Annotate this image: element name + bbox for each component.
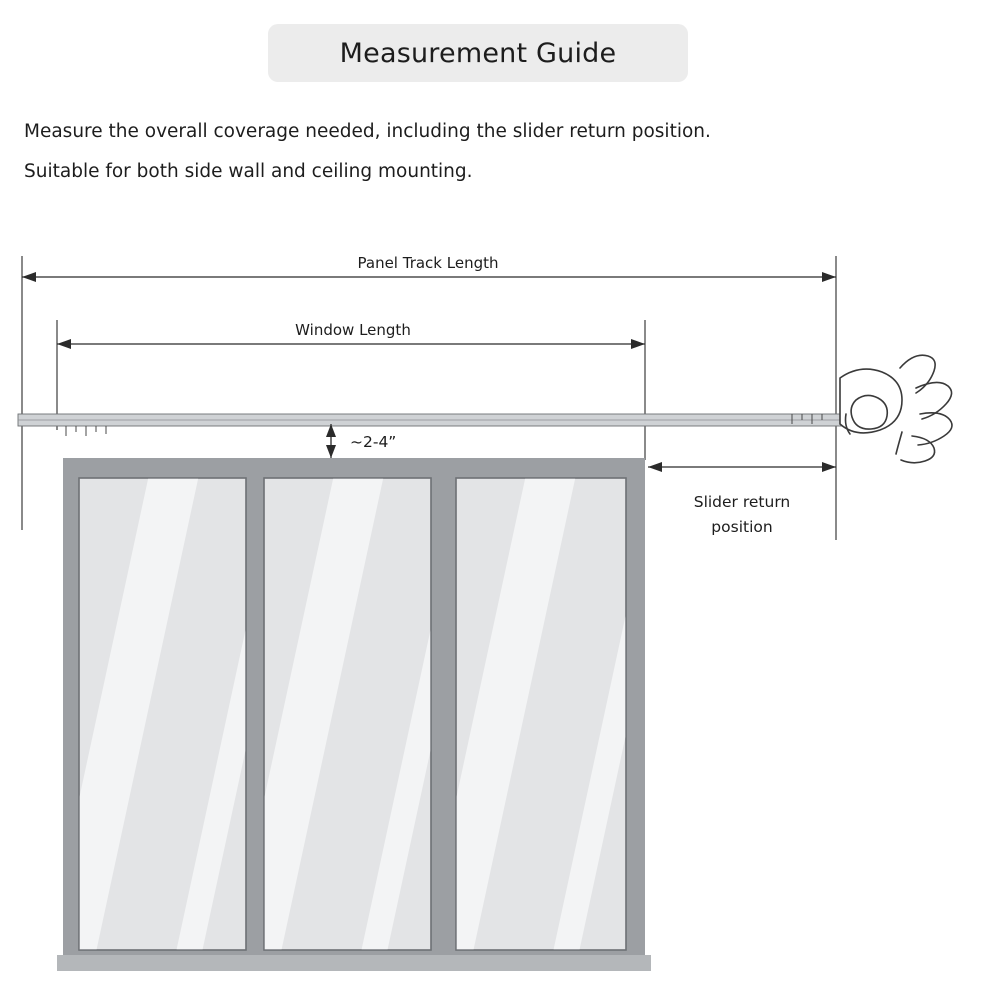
panel-track-length-label: Panel Track Length <box>357 254 499 272</box>
intro-line-1: Measure the overall coverage needed, including the slider return position. <box>24 121 711 142</box>
panel-track-icon <box>18 414 846 436</box>
dim-slider-return-position <box>648 462 836 536</box>
page-title: Measurement Guide <box>339 37 617 69</box>
window-length-label: Window Length <box>295 321 411 339</box>
hand-holding-tape-measure-icon <box>840 355 952 463</box>
dim-panel-track-length <box>22 252 836 282</box>
dim-drop-gap <box>326 424 396 458</box>
slider-return-label-line1: Slider return <box>693 493 791 511</box>
slider-return-label-line2: position <box>711 518 773 536</box>
intro-line-2: Suitable for both side wall and ceiling mounting. <box>24 160 473 182</box>
dim-window-length <box>57 319 645 349</box>
sliding-glass-door-icon <box>40 458 683 980</box>
drop-gap-label: ~2-4” <box>350 433 397 451</box>
